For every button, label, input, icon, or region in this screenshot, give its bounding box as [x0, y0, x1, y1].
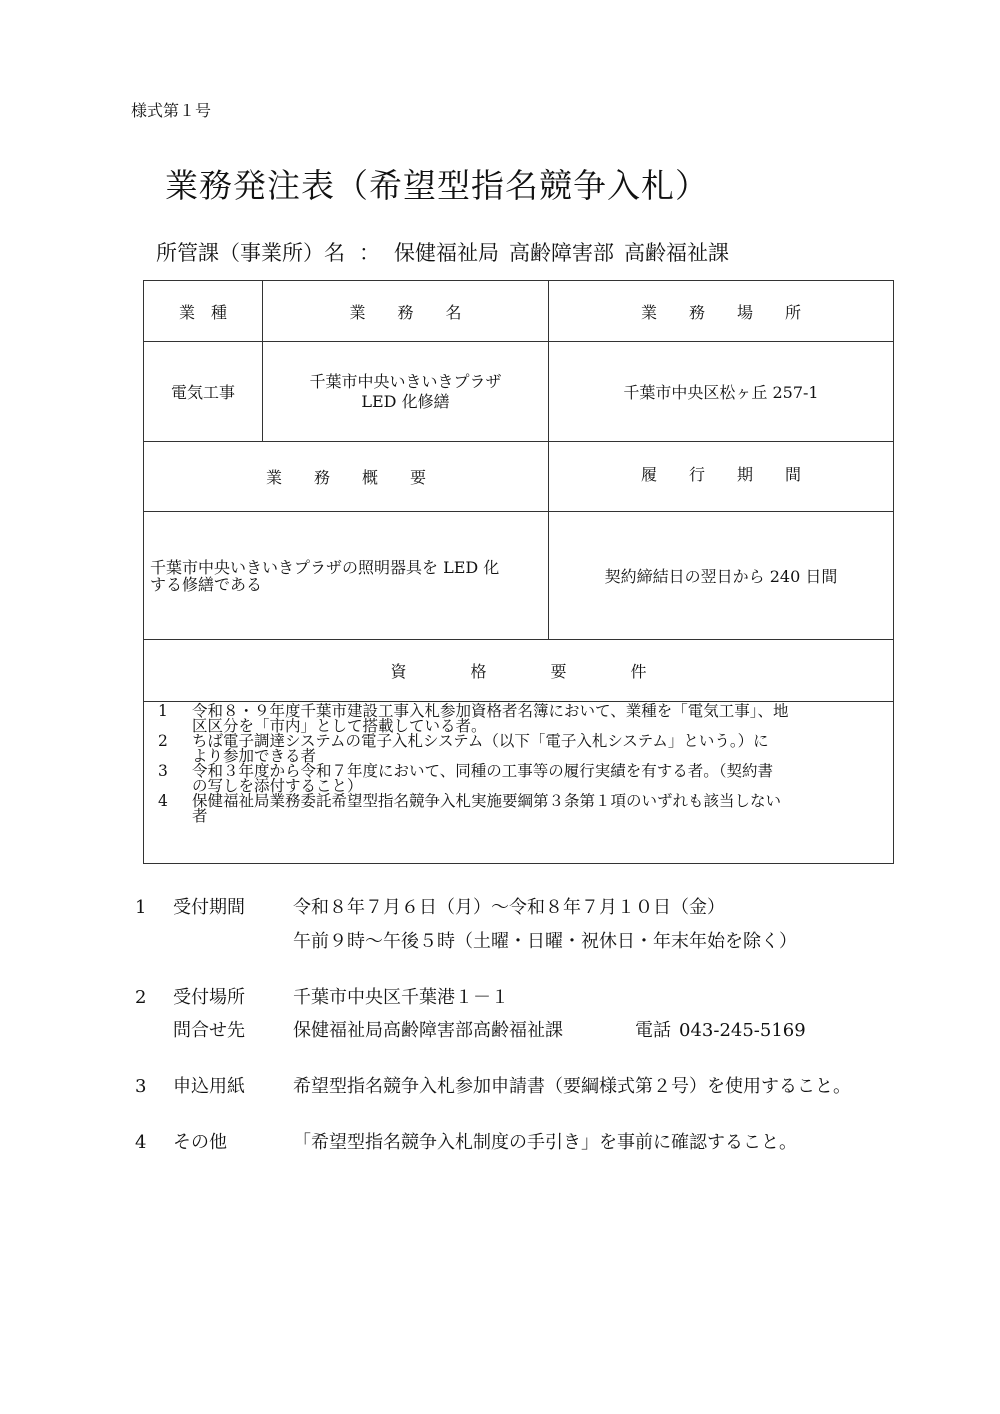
summary-line1: 千葉市中央いきいきプラザの照明器具を LED 化: [150, 557, 500, 577]
department-bureau: 保健福祉局: [394, 241, 499, 265]
requirement-text: [192, 794, 887, 824]
cell-work-location: 千葉市中央区松ヶ丘 257-1: [549, 342, 894, 442]
summary-line2: する修繕である: [150, 574, 263, 594]
requirement-item: [154, 704, 887, 734]
info-reception-hours: 午前９時～午後５時（土曜・日曜・祝休日・年末年始を除く）: [293, 931, 797, 952]
info-number: 4: [135, 1132, 147, 1153]
header-summary: 業 務 概 要: [144, 442, 549, 512]
document-title: 業務発注表（希望型指名競争入札）: [165, 166, 709, 205]
info-value: 「希望型指名競争入札制度の手引き」を事前に確認すること。: [293, 1132, 797, 1153]
requirement-number: 1: [158, 702, 168, 720]
requirement-line: 者: [192, 807, 208, 825]
info-number: 3: [135, 1076, 147, 1097]
form-number: 様式第１号: [131, 101, 212, 120]
info-label: 受付場所: [173, 987, 245, 1008]
requirement-line: の写しを添付すること）: [192, 777, 363, 795]
cell-work-name: [263, 342, 549, 442]
requirement-line: 保健福祉局業務委託希望型指名競争入札実施要綱第３条第１項のいずれも該当しない: [192, 792, 782, 810]
requirement-item: [154, 734, 887, 764]
requirement-line: ちば電子調達システムの電子入札システム（以下「電子入札システム」という。）に: [192, 732, 769, 750]
requirement-line: 令和３年度から令和７年度において、同種の工事等の履行実績を有する者。（契約書: [192, 762, 773, 780]
work-name-line1: 千葉市中央いきいきプラザ: [309, 371, 502, 391]
requirement-line: 区区分を「市内」として搭載している者。: [192, 717, 487, 735]
cell-category: 電気工事: [144, 342, 263, 442]
requirement-number: 3: [158, 762, 168, 780]
tel-label: 電話: [635, 1020, 671, 1041]
cell-period: 契約締結日の翌日から 240 日間: [549, 512, 894, 640]
requirement-item: [154, 794, 887, 824]
order-table: [143, 280, 894, 864]
requirement-text: [192, 704, 887, 734]
work-name-line2: LED 化修繕: [361, 391, 450, 411]
info-number: 2: [135, 987, 147, 1008]
cell-requirements: [144, 702, 894, 864]
requirement-line: 令和８・９年度千葉市建設工事入札参加資格者名簿において、業種を「電気工事」、地: [192, 702, 789, 720]
requirement-number: 2: [158, 732, 168, 750]
info-label: 問合せ先: [173, 1020, 245, 1041]
info-reception-place: [135, 983, 509, 1009]
header-qualifications: 資 格 要 件: [144, 640, 894, 702]
info-value: 千葉市中央区千葉港１－１: [293, 987, 509, 1008]
header-work-name: 業 務 名: [263, 281, 549, 342]
tel-number: 043-245-5169: [679, 1020, 806, 1041]
info-inquiry: [135, 1016, 806, 1042]
info-application-form: [135, 1072, 851, 1098]
info-reception-period: [135, 893, 725, 919]
requirement-text: [192, 734, 887, 764]
info-label: 申込用紙: [173, 1076, 245, 1097]
info-value: 令和８年７月６日（月）～令和８年７月１０日（金）: [293, 897, 725, 918]
header-work-location: 業 務 場 所: [549, 281, 894, 342]
info-number: 1: [135, 897, 147, 918]
header-period: 履 行 期 間: [549, 442, 894, 512]
info-label: 受付期間: [173, 897, 245, 918]
header-category: 業 種: [144, 281, 263, 342]
requirement-text: [192, 764, 887, 794]
info-value: 保健福祉局高齢障害部高齢福祉課: [293, 1020, 563, 1041]
requirement-item: [154, 764, 887, 794]
info-label: その他: [173, 1132, 227, 1153]
department-separator: ：: [359, 241, 380, 265]
department-division: 高齢障害部: [509, 241, 614, 265]
cell-summary: [144, 512, 549, 640]
requirement-number: 4: [158, 792, 168, 810]
requirement-line: より参加できる者: [192, 747, 317, 765]
department-label: 所管課（事業所）名: [156, 241, 345, 265]
department-line: [156, 237, 729, 267]
department-section: 高齢福祉課: [624, 241, 729, 265]
info-other: [135, 1128, 797, 1154]
info-value: 希望型指名競争入札参加申請書（要綱様式第２号）を使用すること。: [293, 1076, 851, 1097]
